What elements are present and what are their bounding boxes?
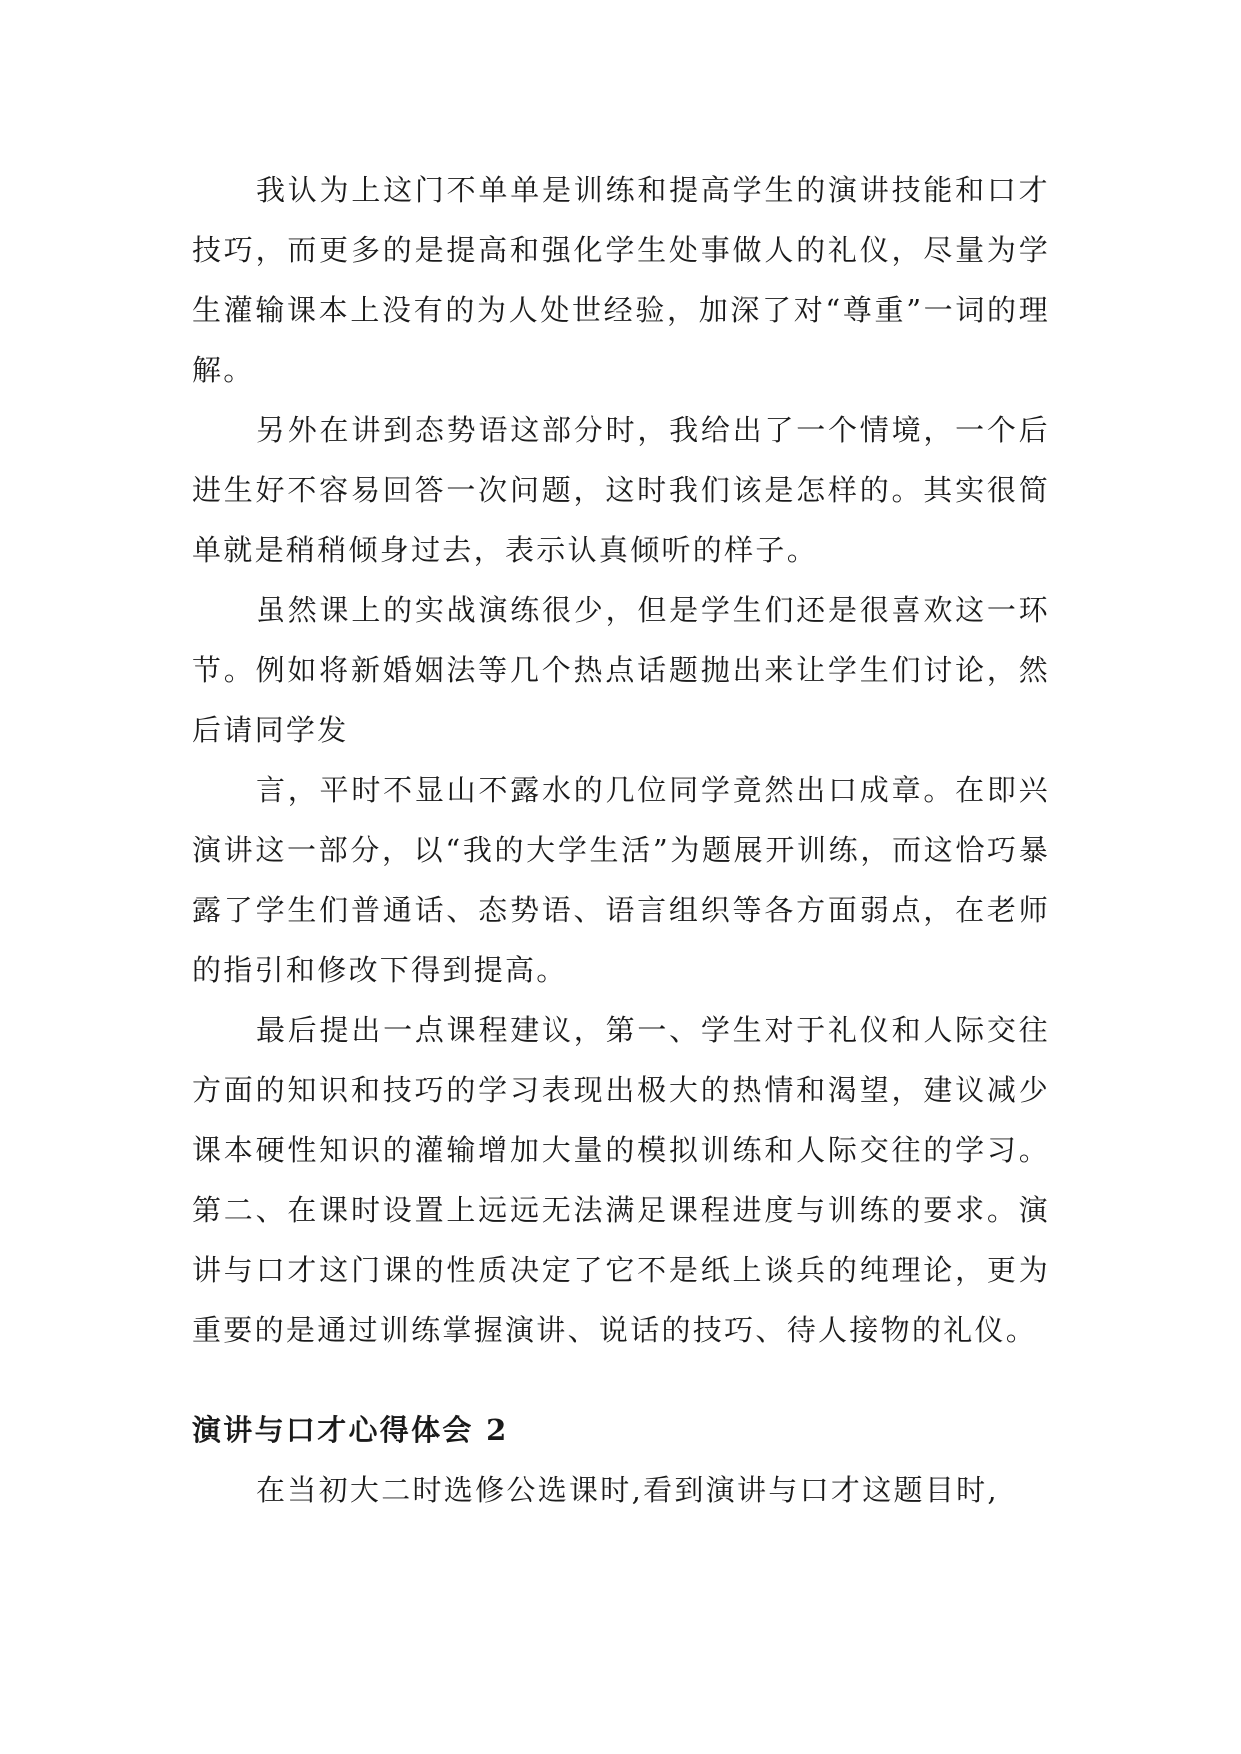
paragraph-4: 言，平时不显山不露水的几位同学竟然出口成章。在即兴演讲这一部分，以“我的大学生活”为题展开训练，而这恰巧暴露了学生们普通话、态势语、语言组织等各方面弱点，在老师的指引和修改下得到提高。 bbox=[192, 773, 1050, 987]
section-heading: 演讲与口才心得体会 2 bbox=[192, 1413, 509, 1447]
paragraph-2: 另外在讲到态势语这部分时，我给出了一个情境，一个后进生好不容易回答一次问题，这时我们该是怎样的。其实很简单就是稍稍倾身过去，表示认真倾听的样子。 bbox=[192, 413, 1050, 567]
paragraph-3: 虽然课上的实战演练很少，但是学生们还是很喜欢这一环节。例如将新婚姻法等几个热点话题抛出来让学生们讨论，然后请同学发 bbox=[192, 593, 1050, 747]
paragraph-5: 最后提出一点课程建议，第一、学生对于礼仪和人际交往方面的知识和技巧的学习表现出极大的热情和渴望，建议减少课本硬性知识的灌输增加大量的模拟训练和人际交往的学习。第二、在课时设置上远远无法满足课程进度与训练的要求。演讲与口才这门课的性质决定了它不是纸上谈兵的纯理论，更为重要的是通过训练掌握演讲、说话的技巧、待人接物的礼仪。 bbox=[192, 1013, 1050, 1347]
closing-paragraph: 在当初大二时选修公选课时,看到演讲与口才这题目时, bbox=[256, 1473, 999, 1507]
paragraph-1: 我认为上这门不单单是训练和提高学生的演讲技能和口才技巧，而更多的是提高和强化学生处事做人的礼仪，尽量为学生灌输课本上没有的为人处世经验，加深了对“尊重”一词的理解。 bbox=[192, 173, 1050, 387]
document-page bbox=[192, 160, 1050, 1520]
